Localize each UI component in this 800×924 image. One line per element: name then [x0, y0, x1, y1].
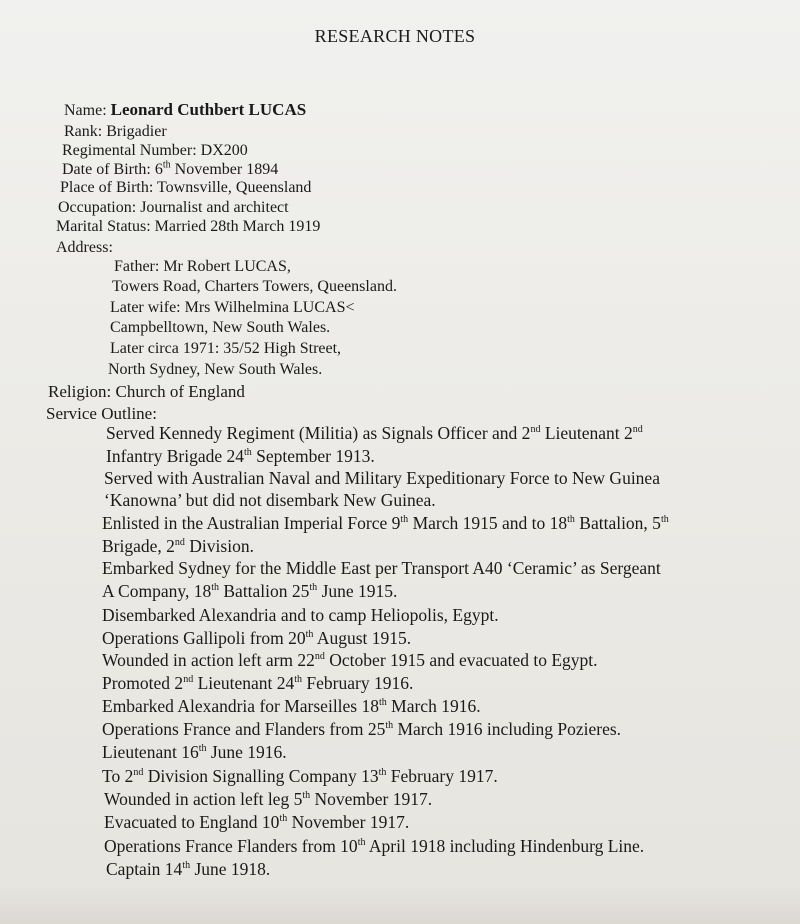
address-line: Later wife: Mrs Wilhelmina LUCAS< [110, 299, 355, 316]
service-line: Disembarked Alexandria and to camp Heliopolis, Egypt. [102, 605, 499, 625]
service-line: Embarked Sydney for the Middle East per Transport A40 ‘Ceramic’ as Sergeant [102, 558, 661, 578]
name-label: Name: [64, 102, 107, 119]
service-line: ‘Kanowna’ but did not disembark New Guinea. [104, 490, 436, 510]
service-line: Promoted 2nd Lieutenant 24th February 1916. [102, 673, 414, 693]
address-line: Later circa 1971: 35/52 High Street, [110, 340, 342, 357]
marital-status-field: Marital Status: Married 28th March 1919 [56, 218, 321, 235]
name-field [64, 100, 306, 121]
service-line: Embarked Alexandria for Marseilles 18th March 1916. [102, 696, 481, 716]
paper-shadow [0, 884, 800, 924]
service-line: Brigade, 2nd Division. [102, 536, 254, 556]
address-line: Campbelltown, New South Wales. [110, 319, 331, 336]
rank-field: Rank: Brigadier [64, 123, 167, 140]
page-title: RESEARCH NOTES [314, 26, 476, 46]
service-line: Operations Gallipoli from 20th August 1915. [102, 628, 412, 648]
regimental-number-field: Regimental Number: DX200 [62, 142, 248, 159]
religion-field: Religion: Church of England [48, 382, 245, 401]
service-line: Wounded in action left leg 5th November 1917. [104, 789, 433, 809]
service-line: Served Kennedy Regiment (Militia) as Signals Officer and 2nd Lieutenant 2nd [106, 423, 643, 443]
service-line: Lieutenant 16th June 1916. [102, 742, 287, 762]
address-line: North Sydney, New South Wales. [108, 361, 323, 378]
service-line: A Company, 18th Battalion 25th June 1915. [102, 581, 398, 601]
service-line: Operations France and Flanders from 25th March 1916 including Pozieres. [102, 719, 622, 739]
dob-suffix: November 1894 [170, 161, 279, 178]
place-of-birth-field: Place of Birth: Townsville, Queensland [60, 179, 312, 196]
service-line: Infantry Brigade 24th September 1913. [106, 446, 375, 466]
date-of-birth-field [62, 160, 278, 180]
service-line: Evacuated to England 10th November 1917. [104, 812, 410, 832]
service-line: Wounded in action left arm 22nd October 1915 and evacuated to Egypt. [102, 650, 598, 670]
occupation-field: Occupation: Journalist and architect [58, 199, 289, 216]
address-line: Father: Mr Robert LUCAS, [114, 258, 291, 275]
service-line: Served with Australian Naval and Military Expeditionary Force to New Guinea [104, 468, 660, 488]
dob-sup: th [162, 159, 171, 171]
address-label: Address: [56, 239, 113, 256]
address-line: Towers Road, Charters Towers, Queensland. [112, 278, 397, 295]
service-line: To 2nd Division Signalling Company 13th February 1917. [102, 766, 498, 786]
dob-prefix: Date of Birth: 6 [62, 161, 163, 178]
service-line: Captain 14th June 1918. [106, 859, 271, 879]
service-line: Enlisted in the Australian Imperial Force 9th March 1915 and to 18th Battalion, 5th [102, 513, 669, 533]
name-value: Leonard Cuthbert LUCAS [110, 100, 307, 119]
service-line: Operations France Flanders from 10th April 1918 including Hindenburg Line. [104, 836, 645, 856]
service-outline-label: Service Outline: [46, 404, 157, 423]
